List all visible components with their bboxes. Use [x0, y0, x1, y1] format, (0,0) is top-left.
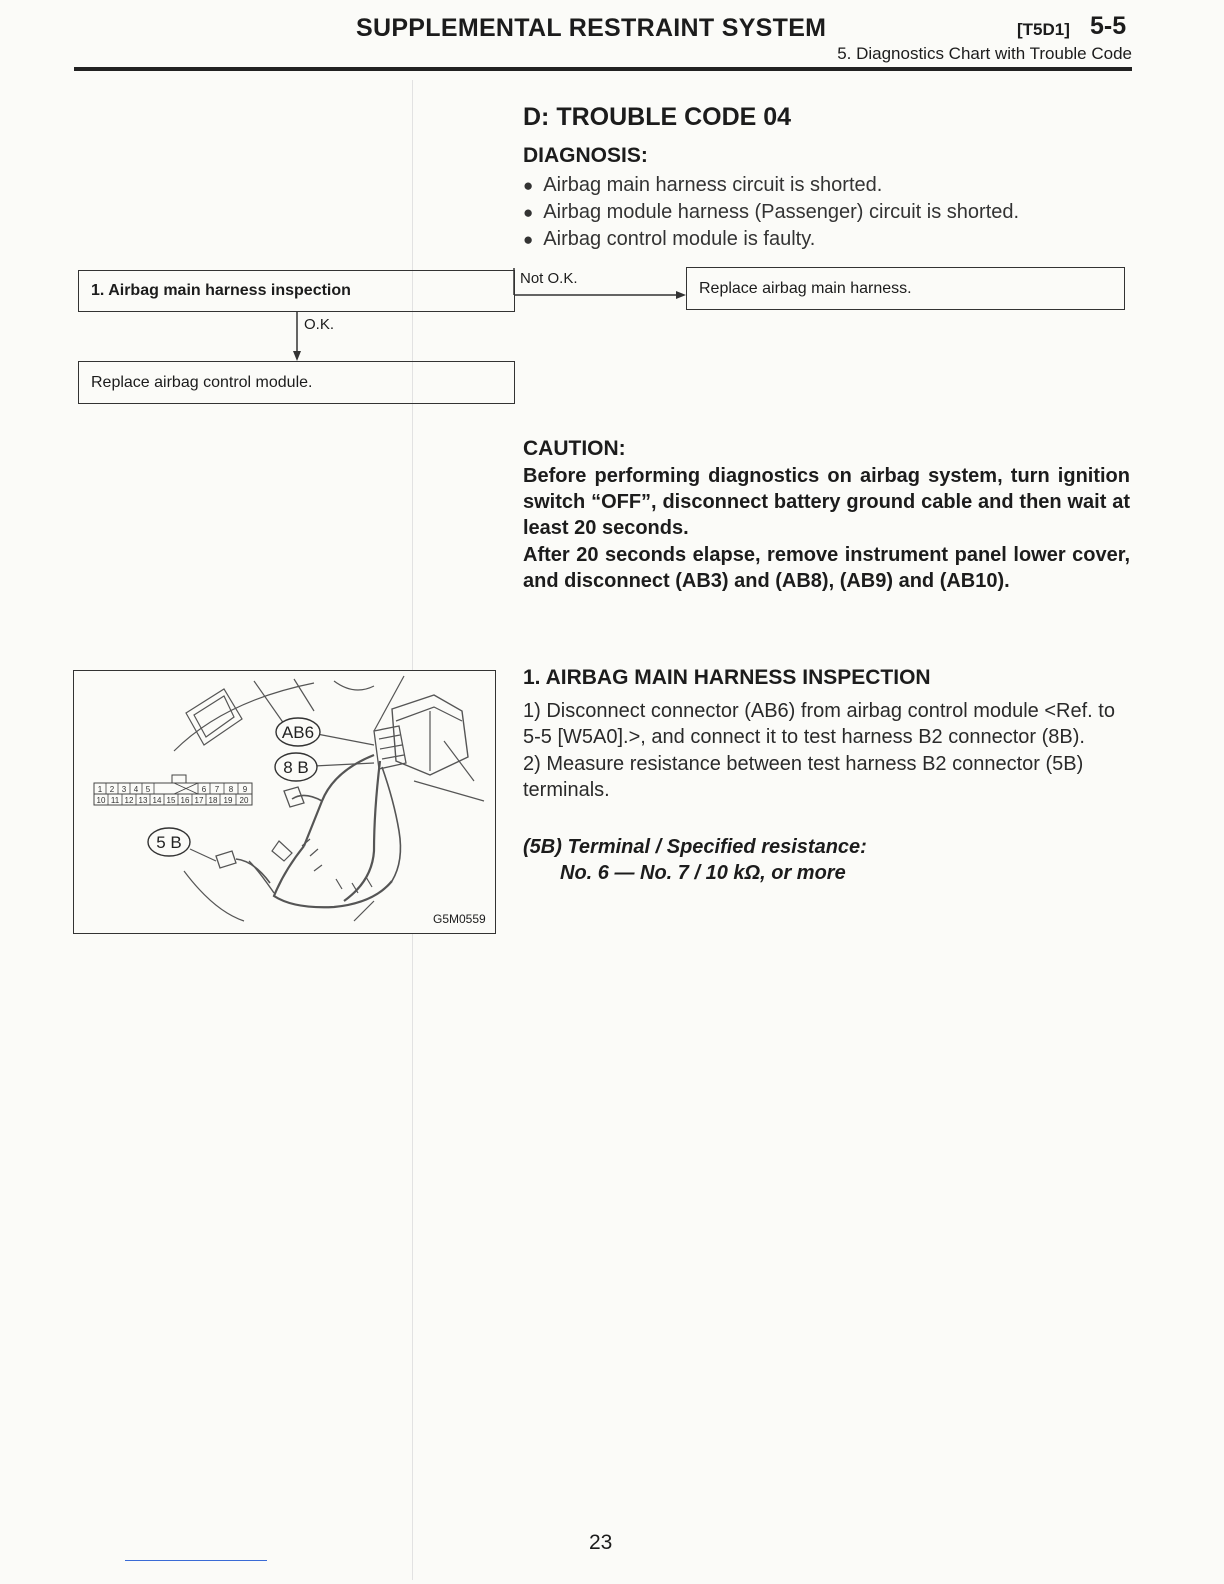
flow-action-replace-harness: Replace airbag main harness.	[686, 267, 1125, 310]
connector-terminal-grid	[94, 775, 252, 805]
terminal-number: 2	[109, 785, 115, 794]
terminal-number: 3	[121, 785, 127, 794]
terminal-number: 10	[96, 796, 106, 805]
page-section-number: 5-5	[1090, 12, 1127, 40]
terminal-number: 18	[208, 796, 218, 805]
terminal-number: 6	[201, 785, 207, 794]
terminal-number: 15	[166, 796, 176, 805]
diagnosis-item: ● Airbag module harness (Passenger) circuit is shorted.	[523, 199, 1019, 226]
figure-code: G5M0559	[433, 912, 486, 926]
diagnosis-item: ● Airbag main harness circuit is shorted.	[523, 172, 1019, 199]
figure-frame	[73, 670, 496, 934]
inspection-heading: 1. AIRBAG MAIN HARNESS INSPECTION	[523, 666, 931, 689]
terminal-number: 20	[239, 796, 249, 805]
flowchart-connectors	[0, 0, 1224, 420]
spec-value: No. 6 — No. 7 / 10 kΩ, or more	[560, 862, 846, 884]
ok-arrowhead	[293, 351, 301, 361]
caution-paragraph: After 20 seconds elapse, remove instrument panel lower cover, and disconnect (AB3) and (AB8), (AB9) and (AB10).	[523, 543, 1130, 592]
terminal-number: 9	[242, 785, 248, 794]
caution-heading: CAUTION:	[523, 437, 626, 460]
spec-title: (5B) Terminal / Specified resistance:	[523, 836, 867, 858]
flow-step-inspection: 1. Airbag main harness inspection	[78, 270, 515, 312]
harness-illustration	[74, 671, 494, 932]
callout-8b: 8 B	[283, 758, 309, 777]
terminal-number: 5	[145, 785, 151, 794]
page-number: 23	[589, 1531, 613, 1554]
flow-label-ok: O.K.	[304, 316, 335, 333]
flow-label-not-ok: Not O.K.	[520, 270, 578, 287]
terminal-number: 1	[97, 785, 103, 794]
inspection-step: 2) Measure resistance between test harness B2 connector (5B) terminals.	[523, 752, 1084, 801]
not-ok-arrowhead	[676, 291, 686, 299]
inspection-steps	[523, 698, 1130, 803]
page-title: SUPPLEMENTAL RESTRAINT SYSTEM	[356, 14, 827, 42]
terminal-number: 11	[110, 796, 120, 805]
terminal-number: 14	[152, 796, 162, 805]
callout-ab6: AB6	[281, 723, 315, 742]
section-title: D: TROUBLE CODE 04	[523, 103, 792, 131]
diagnosis-heading: DIAGNOSIS:	[523, 144, 648, 167]
terminal-number: 19	[223, 796, 233, 805]
caution-paragraph: Before performing diagnostics on airbag system, turn ignition switch “OFF”, disconnect battery ground cable and then wait at least 20 seconds.	[523, 465, 1130, 540]
callout-5b: 5 B	[156, 833, 182, 852]
flow-action-replace-module: Replace airbag control module.	[78, 361, 515, 404]
terminal-number: 16	[180, 796, 190, 805]
terminal-number: 4	[133, 785, 139, 794]
caution-text	[523, 463, 1130, 594]
inspection-step: 1) Disconnect connector (AB6) from airbag control module <Ref. to 5-5 [W5A0].>, and connect it to test harness B2 connector (8B).	[523, 700, 1115, 749]
page-code: [T5D1]	[1017, 20, 1070, 39]
terminal-number: 12	[124, 796, 134, 805]
terminal-number: 8	[228, 785, 234, 794]
footer-line	[125, 1560, 267, 1561]
terminal-number: 7	[214, 785, 220, 794]
terminal-number: 13	[138, 796, 148, 805]
terminal-number: 17	[194, 796, 204, 805]
page-subtitle: 5. Diagnostics Chart with Trouble Code	[837, 44, 1132, 63]
diagnosis-item: ● Airbag control module is faulty.	[523, 226, 1019, 253]
